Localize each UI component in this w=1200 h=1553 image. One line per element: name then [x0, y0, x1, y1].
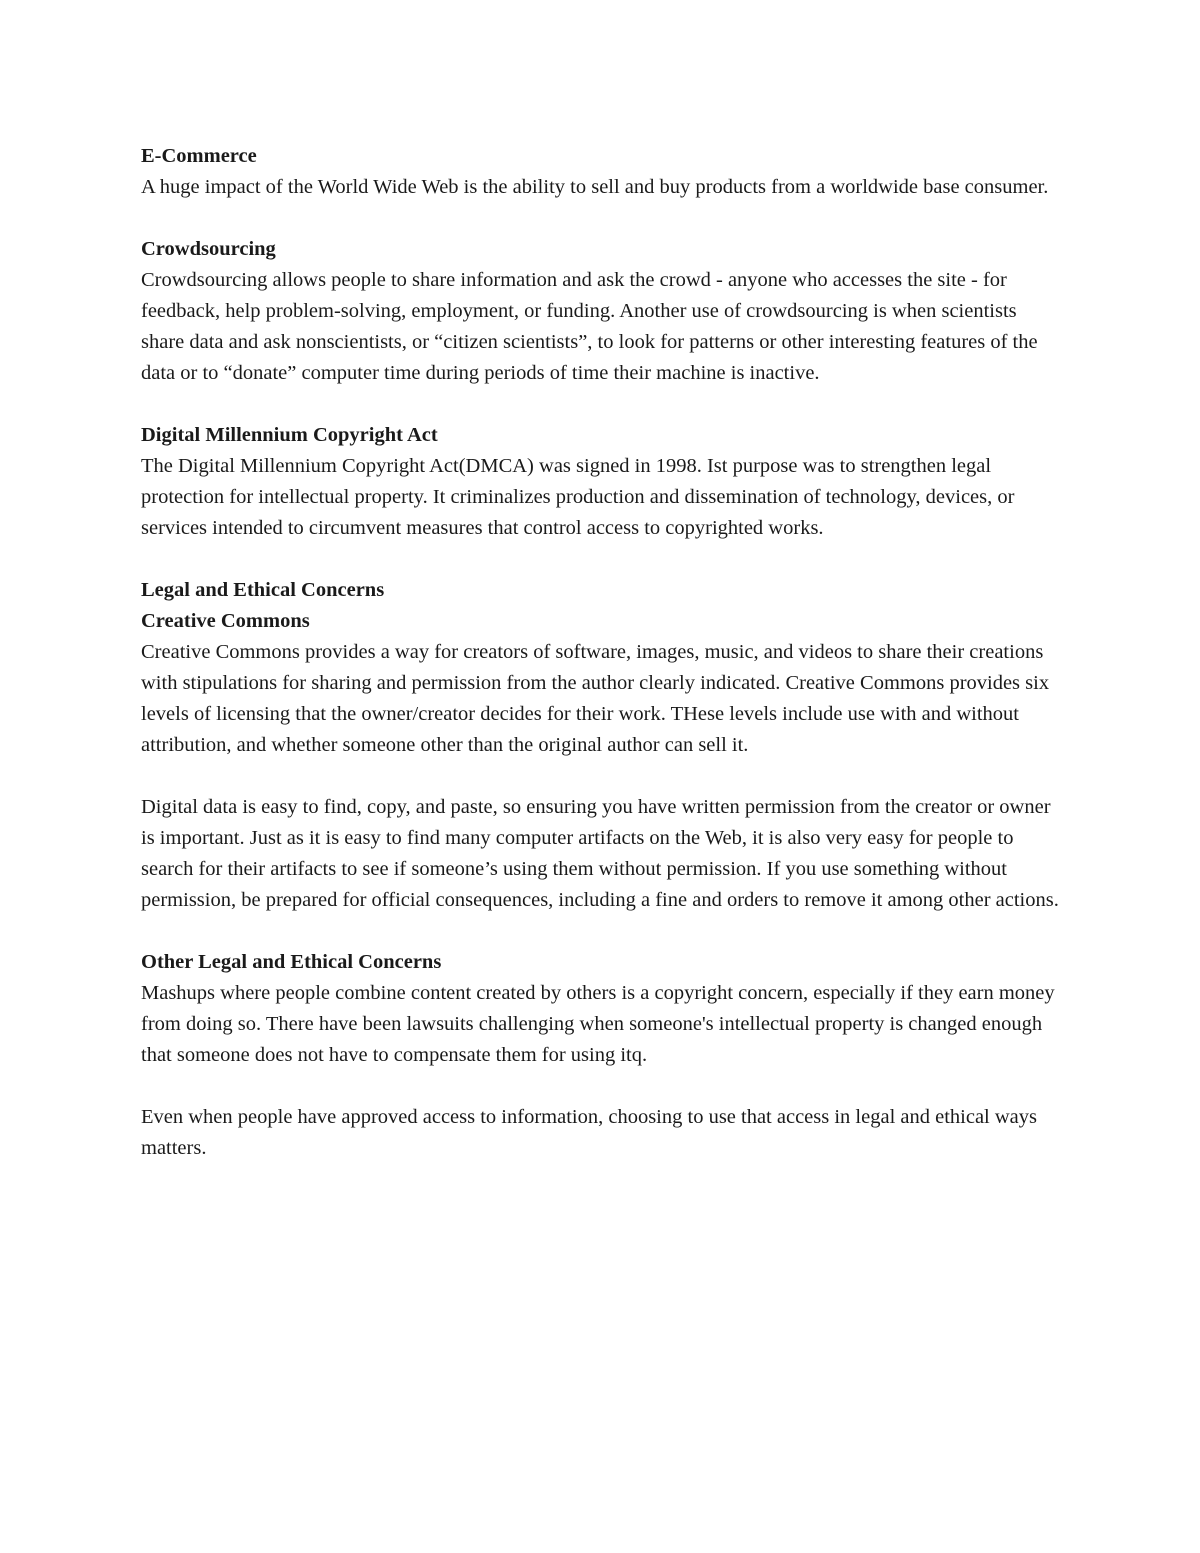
- paragraph-dmca: The Digital Millennium Copyright Act(DMCA) was signed in 1998. Ist purpose was to strengthen legal protection for intellectual property. It criminalizes production and dissemination of technology, devices, or services intended to circumvent measures that control access to copyrighted works.: [141, 455, 1015, 539]
- subheading-creative-commons: Creative Commons: [141, 610, 310, 632]
- spacer: [141, 761, 1059, 792]
- spacer: [141, 389, 1059, 420]
- heading-crowdsourcing: Crowdsourcing: [141, 238, 276, 260]
- spacer: [141, 1071, 1059, 1102]
- document-body: [141, 141, 1059, 1164]
- spacer: [141, 544, 1059, 575]
- spacer: [141, 916, 1059, 947]
- paragraph-creative-commons: Creative Commons provides a way for creators of software, images, music, and videos to share their creations with stipulations for sharing and permission from the author clearly indicated. Creative Commons provides six levels of licensing that the owner/creator decides for their work. THese levels include use with and without attribution, and whether someone other than the original author can sell it.: [141, 641, 1050, 756]
- paragraph-mashups: Mashups where people combine content created by others is a copyright concern, especially if they earn money from doing so. There have been lawsuits challenging when someone's intellectual property is changed enough that someone does not have to compensate them for using itq.: [141, 982, 1055, 1066]
- heading-e-commerce: E-Commerce: [141, 145, 257, 167]
- paragraph-e-commerce: A huge impact of the World Wide Web is the ability to sell and buy products from a worldwide base consumer.: [141, 176, 1049, 198]
- spacer: [141, 203, 1059, 234]
- heading-dmca: Digital Millennium Copyright Act: [141, 424, 438, 446]
- heading-legal-ethical-concerns: Legal and Ethical Concerns: [141, 579, 385, 601]
- paragraph-crowdsourcing: Crowdsourcing allows people to share information and ask the crowd - anyone who accesses the site - for feedback, help problem-solving, employment, or funding. Another use of crowdsourcing is when scientists share data and ask nonscientists, or “citizen scientists”, to look for patterns or other interesting features of the data or to “donate” computer time during periods of time their machine is inactive.: [141, 269, 1038, 384]
- paragraph-approved-access: Even when people have approved access to information, choosing to use that access in legal and ethical ways matters.: [141, 1106, 1038, 1159]
- heading-other-legal-ethical-concerns: Other Legal and Ethical Concerns: [141, 951, 442, 973]
- paragraph-digital-data: Digital data is easy to find, copy, and paste, so ensuring you have written permission from the creator or owner is important. Just as it is easy to find many computer artifacts on the Web, it is also very easy for people to search for their artifacts to see if someone’s using them without permission. If you use something without permission, be prepared for official consequences, including a fine and orders to remove it among other actions.: [141, 796, 1059, 911]
